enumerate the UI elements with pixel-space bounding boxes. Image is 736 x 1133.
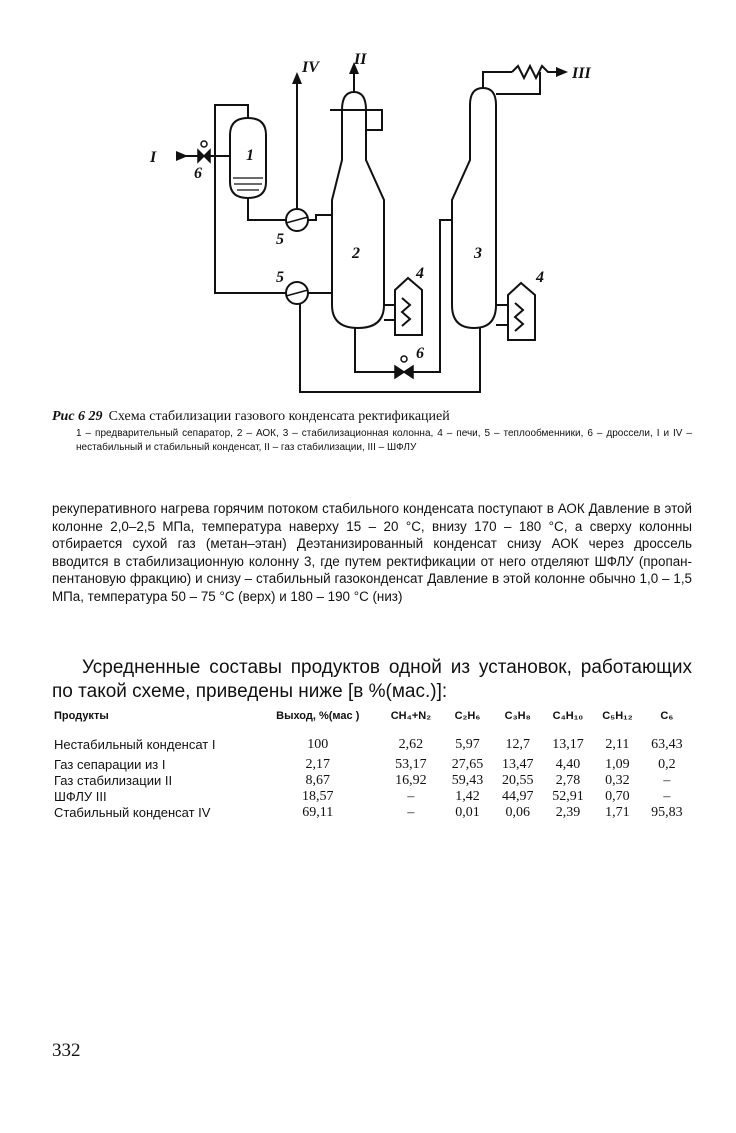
label-num-3: 3 (474, 245, 482, 262)
label-num-4b: 4 (536, 269, 544, 286)
cell: 4,40 (555, 757, 581, 772)
cell: 0,32 (605, 773, 630, 788)
label-num-2: 2 (352, 245, 360, 262)
label-stream-II: II (354, 51, 367, 68)
label-num-6b: 6 (416, 345, 424, 362)
caption-title-line (52, 408, 692, 425)
label-num-6a: 6 (194, 165, 202, 182)
cell: 27,65 (451, 757, 484, 772)
label-stream-III: III (572, 65, 591, 82)
table-row (52, 805, 692, 821)
cell: 0,70 (605, 789, 630, 804)
col-header: C₂H₆ (454, 710, 481, 722)
label-num-4a: 4 (416, 265, 424, 282)
composition-table (52, 710, 692, 821)
table-header-row (52, 710, 692, 733)
col-header: C₆ (660, 710, 674, 722)
cell: 2,78 (555, 773, 581, 788)
table-intro: Усредненные составы продуктов одной из установок, работающих по такой схеме, приведены ниже [в %(мас.)]: (52, 657, 692, 702)
cell: 20,55 (501, 773, 534, 788)
label-stream-I: I (150, 149, 157, 166)
caption-title: Схема стабилизации газового конденсата ректификацией (108, 409, 450, 424)
cell: – (663, 773, 671, 788)
cell: 5,97 (455, 737, 480, 752)
table-row (52, 753, 692, 773)
cell: – (407, 789, 415, 804)
cell: 1,09 (605, 757, 630, 772)
row-name: Газ сепарации из I (54, 757, 166, 772)
cell: 2,39 (555, 805, 581, 820)
cell: 0,2 (658, 757, 676, 772)
throttle-valve-inlet (198, 150, 210, 162)
figure-caption (52, 408, 692, 455)
cell: – (407, 805, 415, 820)
col-header: CH₄+N₂ (390, 710, 432, 722)
figure-number: Рис 6 29 (52, 409, 103, 424)
cell: 0,06 (505, 805, 530, 820)
label-stream-IV: IV (302, 59, 319, 76)
cell: 52,91 (552, 789, 584, 804)
table-row (52, 789, 692, 805)
cell: 95,83 (651, 805, 683, 820)
cell: 8,67 (305, 773, 330, 788)
row-name: Стабильный конденсат IV (54, 805, 211, 820)
cell: 2,62 (398, 737, 424, 752)
cell: 44,97 (501, 789, 534, 804)
cell: 53,17 (395, 757, 427, 772)
cell: 16,92 (395, 773, 427, 788)
cell: 100 (307, 737, 329, 752)
cell: 63,43 (651, 737, 683, 752)
caption-legend: 1 – предварительный сепаратор, 2 – АОК, 3 – стабилизационная колонна, 4 – печи, 5 – теплообменники, 6 – дроссели, I и IV – нестабильный и стабильный конденсат, II – газ стабилизации, III – ШФЛУ (76, 428, 692, 453)
cell: 1,71 (605, 805, 630, 820)
col-header: C₅H₁₂ (602, 710, 633, 722)
col-header: Выход, %(мас ) (276, 710, 360, 722)
label-num-1: 1 (246, 147, 254, 164)
cell: 12,7 (505, 737, 530, 752)
row-name: ШФЛУ III (54, 789, 107, 804)
col-header: C₃H₈ (504, 710, 531, 722)
table-row (52, 773, 692, 789)
row-name: Газ стабилизации II (54, 773, 173, 788)
label-num-5b: 5 (276, 269, 284, 286)
label-num-5a: 5 (276, 231, 284, 248)
cell: 13,17 (552, 737, 584, 752)
col-header: Продукты (54, 710, 109, 722)
page-number: 332 (52, 1040, 81, 1061)
body-paragraph: рекуперативного нагрева горячим потоком стабильного конденсата поступают в АОК Давление в этой колонне 2,0–2,5 МПа, температура наверху 15 – 20 °С, внизу 170 – 180 °С, а сверху колонны отбирается сухой газ (метан–этан) Деэтанизированный конденсат снизу АОК через дроссель вводится в стабилизационную колонну 3, где путем ректификации от него отделяют ШФЛУ (пропан-пентановую фракцию) и снизу – стабильный газоконденсат Давление в этой колонне обычно 1,0 – 1,5 МПа, температура 50 – 75 °С (верх) и 180 – 190 °С (низ) (52, 501, 692, 604)
column-aok (332, 92, 384, 328)
cell: 0,01 (455, 805, 480, 820)
cell: 13,47 (501, 757, 534, 772)
cell: 59,43 (451, 773, 484, 788)
column-stabilization (452, 88, 496, 328)
cell: 69,11 (302, 805, 334, 820)
cell: 1,42 (455, 789, 480, 804)
cell: 2,17 (305, 757, 330, 772)
col-header: C₄H₁₀ (552, 710, 584, 722)
row-name: Нестабильный конденсат I (54, 737, 216, 752)
process-flow-diagram (140, 50, 620, 410)
table-row (52, 733, 692, 753)
throttle-valve-middle (395, 366, 413, 378)
cell: 18,57 (302, 789, 334, 804)
cell: 2,11 (605, 737, 630, 752)
cell: – (663, 789, 671, 804)
